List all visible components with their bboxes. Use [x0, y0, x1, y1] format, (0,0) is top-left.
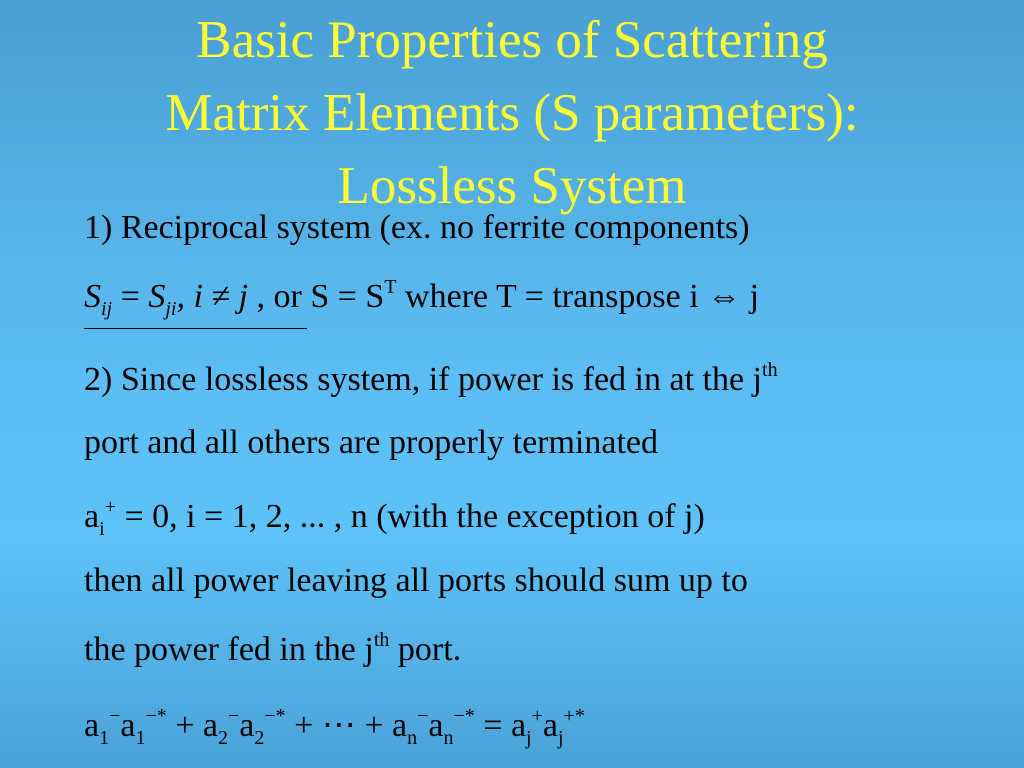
sup-minus: −	[228, 705, 240, 727]
sub-2: 2	[218, 727, 229, 749]
or-transpose-text: , or S = S	[248, 278, 385, 315]
slide-title	[0, 4, 1024, 223]
superscript-th: th	[762, 359, 778, 381]
sub-1: 1	[99, 727, 110, 749]
power-statement-line-1: then all power leaving all ports should sum up to	[84, 562, 748, 599]
symbol-s: S	[84, 278, 101, 315]
title-line-1: Basic Properties of Scattering	[196, 11, 828, 69]
term-a: a	[542, 707, 558, 744]
sub-1: 1	[135, 727, 146, 749]
plus-term-a: + a	[166, 707, 219, 744]
sub-n: n	[443, 727, 454, 749]
where-transpose-text: where T = transpose i ⇔ j	[396, 278, 760, 315]
equation-power-balance	[84, 705, 585, 749]
equals-term-a: = a	[474, 707, 527, 744]
sup-minus: −	[109, 705, 121, 727]
subscript-ij: ij	[101, 298, 113, 320]
sup-minus-conj: −*	[145, 705, 167, 727]
equals-sign: =	[120, 278, 140, 315]
sub-n: n	[407, 727, 418, 749]
sub-j: j	[526, 727, 532, 749]
ellipsis-term-a: + ⋯ + a	[285, 707, 408, 744]
equation-incident-waves	[84, 496, 705, 540]
superscript-plus: +	[104, 496, 116, 518]
subscript-i: i	[99, 518, 105, 540]
term-a: a	[120, 707, 136, 744]
equation-reciprocity	[84, 276, 760, 320]
superscript-th-2: th	[373, 629, 390, 651]
term-a: a	[84, 707, 100, 744]
point-2-text: 2) Since lossless system, if power is fed in at the j	[84, 361, 763, 398]
condition-i-not-j: , i ≠ j	[176, 278, 248, 315]
sup-plus: +	[531, 705, 543, 727]
subscript-ji: ji	[165, 298, 177, 320]
symbol-a: a	[84, 498, 100, 535]
incident-condition-text: = 0, i = 1, 2, ... , n (with the exception of j)	[115, 498, 705, 535]
equation-underline	[84, 328, 307, 329]
sub-j: j	[557, 727, 564, 749]
point-1-reciprocal: 1) Reciprocal system (ex. no ferrite components)	[84, 209, 750, 246]
title-line-2: Matrix Elements (S parameters):	[165, 84, 859, 142]
point-2-continuation: port and all others are properly terminated	[84, 424, 658, 461]
title-line-3: Lossless System	[337, 157, 687, 215]
power-statement-text: the power fed in the j	[84, 631, 374, 668]
term-a: a	[428, 707, 444, 744]
term-a: a	[239, 707, 255, 744]
sup-minus: −	[417, 705, 429, 727]
power-statement-end: port.	[389, 631, 462, 668]
sup-minus-conj: −*	[453, 705, 475, 727]
symbol-s-2: S	[148, 278, 166, 315]
sup-minus-conj: −*	[264, 705, 286, 727]
sup-plus-conj: +*	[563, 705, 585, 727]
power-statement-line-2	[84, 630, 461, 670]
superscript-t: T	[384, 276, 397, 298]
point-2-lossless	[84, 360, 778, 400]
sub-2: 2	[254, 727, 265, 749]
